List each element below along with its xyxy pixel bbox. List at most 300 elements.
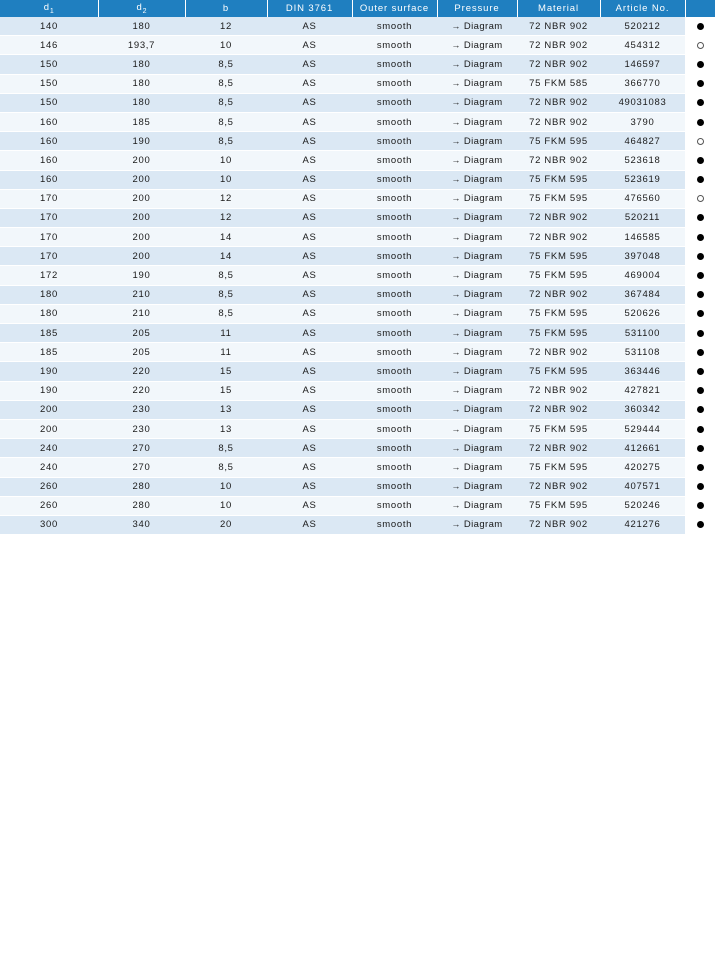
diagram-link[interactable] (451, 232, 502, 243)
cell-din3761: AS (267, 304, 352, 323)
cell-stock-indicator (685, 266, 715, 285)
cell-article-no[interactable]: 367484 (600, 285, 685, 304)
cell-d2: 220 (98, 381, 185, 400)
cell-pressure[interactable] (437, 304, 517, 323)
diagram-link[interactable] (451, 347, 502, 358)
diagram-link-label: Diagram (463, 193, 503, 205)
cell-b: 8,5 (185, 304, 267, 323)
cell-article-no[interactable]: 523619 (600, 170, 685, 189)
cell-pressure[interactable] (437, 74, 517, 93)
cell-d2: 180 (98, 55, 185, 74)
diagram-link[interactable] (451, 117, 502, 128)
cell-din3761: AS (267, 228, 352, 247)
cell-din3761: AS (267, 458, 352, 477)
table-row (0, 36, 715, 55)
cell-d2: 200 (98, 151, 185, 170)
circle-filled-icon (697, 61, 704, 68)
cell-d1: 170 (0, 189, 98, 208)
cell-d2: 270 (98, 439, 185, 458)
cell-d1: 200 (0, 400, 98, 419)
cell-article-no[interactable]: 520246 (600, 496, 685, 515)
cell-stock-indicator (685, 458, 715, 477)
cell-din3761: AS (267, 400, 352, 419)
cell-article-no[interactable]: 476560 (600, 189, 685, 208)
diagram-link-label: Diagram (463, 404, 503, 416)
cell-material: 75 FKM 595 (517, 170, 600, 189)
cell-din3761: AS (267, 55, 352, 74)
cell-d1: 180 (0, 304, 98, 323)
cell-d2: 210 (98, 285, 185, 304)
cell-b: 15 (185, 381, 267, 400)
cell-article-no[interactable]: 366770 (600, 74, 685, 93)
cell-article-no[interactable]: 397048 (600, 247, 685, 266)
cell-b: 8,5 (185, 439, 267, 458)
cell-pressure[interactable] (437, 400, 517, 419)
circle-outline-icon (697, 42, 704, 49)
diagram-link[interactable] (451, 385, 502, 396)
table-row (0, 112, 715, 131)
diagram-link[interactable] (451, 40, 502, 51)
diagram-link-label: Diagram (463, 97, 503, 109)
circle-outline-icon (697, 138, 704, 145)
cell-d1: 160 (0, 112, 98, 131)
circle-filled-icon (697, 426, 704, 433)
cell-article-no[interactable]: 529444 (600, 419, 685, 438)
table-body (0, 17, 715, 535)
table-row (0, 477, 715, 496)
diagram-link[interactable] (451, 424, 502, 435)
circle-filled-icon (697, 80, 704, 87)
cell-din3761: AS (267, 74, 352, 93)
cell-d1: 146 (0, 36, 98, 55)
cell-material: 72 NBR 902 (517, 208, 600, 227)
cell-article-no[interactable]: 520211 (600, 208, 685, 227)
cell-d2: 280 (98, 496, 185, 515)
table-row (0, 285, 715, 304)
cell-pressure[interactable] (437, 247, 517, 266)
cell-article-no[interactable]: 407571 (600, 477, 685, 496)
cell-outer-surface: smooth (352, 132, 437, 151)
column-header-material: Material (517, 0, 600, 17)
cell-material: 72 NBR 902 (517, 36, 600, 55)
cell-outer-surface: smooth (352, 477, 437, 496)
cell-pressure[interactable] (437, 477, 517, 496)
circle-filled-icon (697, 330, 704, 337)
cell-pressure[interactable] (437, 208, 517, 227)
cell-d1: 185 (0, 343, 98, 362)
cell-pressure[interactable] (437, 132, 517, 151)
cell-b: 8,5 (185, 112, 267, 131)
cell-outer-surface: smooth (352, 362, 437, 381)
cell-d2: 270 (98, 458, 185, 477)
cell-outer-surface: smooth (352, 266, 437, 285)
cell-stock-indicator (685, 381, 715, 400)
cell-d2: 180 (98, 93, 185, 112)
cell-din3761: AS (267, 17, 352, 36)
cell-b: 11 (185, 324, 267, 343)
table-row (0, 343, 715, 362)
cell-material: 75 FKM 595 (517, 189, 600, 208)
diagram-link-label: Diagram (463, 116, 503, 128)
table-row (0, 266, 715, 285)
cell-article-no[interactable]: 469004 (600, 266, 685, 285)
cell-d1: 160 (0, 151, 98, 170)
cell-d1: 190 (0, 381, 98, 400)
cell-article-no[interactable]: 427821 (600, 381, 685, 400)
cell-material: 72 NBR 902 (517, 477, 600, 496)
diagram-link[interactable] (451, 289, 502, 300)
cell-stock-indicator (685, 400, 715, 419)
cell-stock-indicator (685, 17, 715, 36)
diagram-link[interactable] (451, 443, 502, 454)
arrow-right-icon: → (451, 500, 461, 511)
circle-filled-icon (697, 387, 704, 394)
cell-d1: 160 (0, 170, 98, 189)
cell-b: 14 (185, 247, 267, 266)
arrow-right-icon: → (451, 174, 461, 185)
cell-outer-surface: smooth (352, 304, 437, 323)
cell-din3761: AS (267, 381, 352, 400)
circle-filled-icon (697, 291, 704, 298)
diagram-link-label: Diagram (463, 135, 503, 147)
cell-din3761: AS (267, 93, 352, 112)
arrow-right-icon: → (451, 385, 461, 396)
column-header-article-no: Article No. (600, 0, 685, 17)
cell-article-no[interactable]: 520212 (600, 17, 685, 36)
table-row (0, 247, 715, 266)
diagram-link[interactable] (451, 193, 502, 204)
arrow-right-icon: → (451, 231, 461, 242)
cell-d1: 172 (0, 266, 98, 285)
arrow-right-icon: → (451, 404, 461, 415)
diagram-link[interactable] (451, 212, 502, 223)
cell-article-no[interactable]: 360342 (600, 400, 685, 419)
cell-article-no[interactable]: 520626 (600, 304, 685, 323)
cell-d2: 200 (98, 247, 185, 266)
diagram-link-label: Diagram (463, 365, 503, 377)
cell-d2: 340 (98, 515, 185, 534)
cell-material: 72 NBR 902 (517, 515, 600, 534)
diagram-link-label: Diagram (463, 481, 503, 493)
cell-outer-surface: smooth (352, 515, 437, 534)
cell-material: 75 FKM 585 (517, 74, 600, 93)
table-row (0, 151, 715, 170)
table-row (0, 170, 715, 189)
diagram-link-label: Diagram (463, 346, 503, 358)
table-row (0, 324, 715, 343)
cell-d1: 240 (0, 439, 98, 458)
cell-b: 8,5 (185, 74, 267, 93)
diagram-link-label: Diagram (463, 289, 503, 301)
circle-filled-icon (697, 349, 704, 356)
cell-d2: 200 (98, 228, 185, 247)
cell-d1: 240 (0, 458, 98, 477)
diagram-link[interactable] (451, 500, 502, 511)
cell-d2: 180 (98, 17, 185, 36)
cell-pressure[interactable] (437, 496, 517, 515)
cell-din3761: AS (267, 112, 352, 131)
cell-pressure[interactable] (437, 458, 517, 477)
cell-d2: 193,7 (98, 36, 185, 55)
cell-d2: 190 (98, 132, 185, 151)
table-row (0, 419, 715, 438)
diagram-link[interactable] (451, 481, 502, 492)
diagram-link-label: Diagram (463, 461, 503, 473)
cell-article-no[interactable]: 3790 (600, 112, 685, 131)
cell-d1: 150 (0, 93, 98, 112)
circle-filled-icon (697, 253, 704, 260)
cell-b: 10 (185, 496, 267, 515)
table-row (0, 439, 715, 458)
cell-b: 10 (185, 477, 267, 496)
diagram-link[interactable] (451, 59, 502, 70)
cell-d1: 185 (0, 324, 98, 343)
diagram-link-label: Diagram (463, 308, 503, 320)
cell-article-no[interactable]: 49031083 (600, 93, 685, 112)
cell-article-no[interactable]: 363446 (600, 362, 685, 381)
cell-material: 75 FKM 595 (517, 132, 600, 151)
diagram-link-label: Diagram (463, 519, 503, 531)
diagram-link-label: Diagram (463, 231, 503, 243)
cell-b: 12 (185, 208, 267, 227)
cell-outer-surface: smooth (352, 285, 437, 304)
cell-article-no[interactable]: 454312 (600, 36, 685, 55)
arrow-right-icon: → (451, 481, 461, 492)
cell-d1: 150 (0, 74, 98, 93)
table-row (0, 381, 715, 400)
cell-outer-surface: smooth (352, 112, 437, 131)
cell-d2: 230 (98, 419, 185, 438)
cell-d1: 260 (0, 496, 98, 515)
cell-article-no[interactable]: 523618 (600, 151, 685, 170)
circle-filled-icon (697, 272, 704, 279)
cell-din3761: AS (267, 343, 352, 362)
diagram-link[interactable] (451, 270, 502, 281)
cell-article-no[interactable]: 464827 (600, 132, 685, 151)
diagram-link-label: Diagram (463, 327, 503, 339)
cell-pressure[interactable] (437, 17, 517, 36)
table-row (0, 55, 715, 74)
cell-outer-surface: smooth (352, 36, 437, 55)
cell-pressure[interactable] (437, 189, 517, 208)
circle-filled-icon (697, 368, 704, 375)
cell-stock-indicator (685, 228, 715, 247)
cell-outer-surface: smooth (352, 208, 437, 227)
cell-outer-surface: smooth (352, 400, 437, 419)
table-row (0, 93, 715, 112)
cell-material: 72 NBR 902 (517, 343, 600, 362)
cell-material: 75 FKM 595 (517, 419, 600, 438)
table-header (0, 0, 715, 17)
arrow-right-icon: → (451, 97, 461, 108)
circle-filled-icon (697, 99, 704, 106)
cell-d1: 190 (0, 362, 98, 381)
cell-material: 72 NBR 902 (517, 151, 600, 170)
column-header-d2 (98, 0, 185, 17)
cell-article-no[interactable]: 146585 (600, 228, 685, 247)
cell-pressure[interactable] (437, 285, 517, 304)
cell-stock-indicator (685, 208, 715, 227)
cell-d2: 230 (98, 400, 185, 419)
cell-b: 15 (185, 362, 267, 381)
diagram-link[interactable] (451, 328, 502, 339)
cell-article-no[interactable]: 146597 (600, 55, 685, 74)
diagram-link[interactable] (451, 462, 502, 473)
cell-outer-surface: smooth (352, 17, 437, 36)
diagram-link[interactable] (451, 78, 502, 89)
column-header-d2-subscript: 2 (142, 7, 147, 15)
arrow-right-icon: → (451, 78, 461, 89)
diagram-link-label: Diagram (463, 78, 503, 90)
cell-pressure[interactable] (437, 266, 517, 285)
diagram-link[interactable] (451, 97, 502, 108)
cell-b: 8,5 (185, 458, 267, 477)
column-header-pressure: Pressure (437, 0, 517, 17)
cell-article-no[interactable]: 531100 (600, 324, 685, 343)
cell-pressure[interactable] (437, 228, 517, 247)
cell-din3761: AS (267, 419, 352, 438)
diagram-link-label: Diagram (463, 174, 503, 186)
cell-pressure[interactable] (437, 515, 517, 534)
arrow-right-icon: → (451, 212, 461, 223)
cell-pressure[interactable] (437, 419, 517, 438)
diagram-link-label: Diagram (463, 212, 503, 224)
cell-pressure[interactable] (437, 324, 517, 343)
cell-d1: 260 (0, 477, 98, 496)
diagram-link[interactable] (451, 366, 502, 377)
cell-article-no[interactable]: 412661 (600, 439, 685, 458)
cell-d1: 180 (0, 285, 98, 304)
cell-d2: 190 (98, 266, 185, 285)
circle-filled-icon (697, 176, 704, 183)
circle-filled-icon (697, 445, 704, 452)
cell-pressure[interactable] (437, 170, 517, 189)
table-row (0, 458, 715, 477)
cell-d2: 280 (98, 477, 185, 496)
cell-article-no[interactable]: 531108 (600, 343, 685, 362)
cell-d2: 200 (98, 170, 185, 189)
arrow-right-icon: → (451, 423, 461, 434)
circle-filled-icon (697, 406, 704, 413)
cell-pressure[interactable] (437, 362, 517, 381)
column-header-stock (685, 0, 715, 17)
table-row (0, 362, 715, 381)
diagram-link-label: Diagram (463, 500, 503, 512)
cell-d1: 300 (0, 515, 98, 534)
cell-stock-indicator (685, 515, 715, 534)
cell-article-no[interactable]: 421276 (600, 515, 685, 534)
table-row (0, 228, 715, 247)
diagram-link-label: Diagram (463, 385, 503, 397)
cell-b: 8,5 (185, 132, 267, 151)
cell-stock-indicator (685, 362, 715, 381)
cell-pressure[interactable] (437, 112, 517, 131)
cell-outer-surface: smooth (352, 55, 437, 74)
diagram-link[interactable] (451, 404, 502, 415)
cell-din3761: AS (267, 189, 352, 208)
cell-stock-indicator (685, 419, 715, 438)
cell-material: 75 FKM 595 (517, 324, 600, 343)
cell-material: 72 NBR 902 (517, 17, 600, 36)
circle-filled-icon (697, 119, 704, 126)
cell-din3761: AS (267, 362, 352, 381)
cell-b: 10 (185, 170, 267, 189)
diagram-link[interactable] (451, 174, 502, 185)
column-header-outer-surface: Outer surface (352, 0, 437, 17)
cell-d1: 140 (0, 17, 98, 36)
cell-material: 72 NBR 902 (517, 93, 600, 112)
table-row (0, 515, 715, 534)
cell-outer-surface: smooth (352, 74, 437, 93)
cell-stock-indicator (685, 439, 715, 458)
cell-stock-indicator (685, 151, 715, 170)
cell-stock-indicator (685, 74, 715, 93)
diagram-link[interactable] (451, 251, 502, 262)
cell-pressure[interactable] (437, 439, 517, 458)
cell-article-no[interactable]: 420275 (600, 458, 685, 477)
cell-stock-indicator (685, 247, 715, 266)
cell-stock-indicator (685, 112, 715, 131)
cell-stock-indicator (685, 324, 715, 343)
cell-pressure[interactable] (437, 36, 517, 55)
cell-d1: 160 (0, 132, 98, 151)
cell-din3761: AS (267, 324, 352, 343)
cell-d1: 170 (0, 228, 98, 247)
cell-din3761: AS (267, 285, 352, 304)
cell-stock-indicator (685, 343, 715, 362)
cell-material: 75 FKM 595 (517, 496, 600, 515)
diagram-link-label: Diagram (463, 154, 503, 166)
cell-stock-indicator (685, 285, 715, 304)
cell-material: 75 FKM 595 (517, 266, 600, 285)
cell-material: 75 FKM 595 (517, 247, 600, 266)
cell-pressure[interactable] (437, 55, 517, 74)
cell-material: 72 NBR 902 (517, 285, 600, 304)
diagram-link-label: Diagram (463, 442, 503, 454)
cell-pressure[interactable] (437, 151, 517, 170)
cell-din3761: AS (267, 208, 352, 227)
circle-filled-icon (697, 234, 704, 241)
cell-outer-surface: smooth (352, 189, 437, 208)
diagram-link[interactable] (451, 308, 502, 319)
circle-filled-icon (697, 483, 704, 490)
cell-material: 72 NBR 902 (517, 55, 600, 74)
arrow-right-icon: → (451, 58, 461, 69)
cell-b: 12 (185, 189, 267, 208)
arrow-right-icon: → (451, 116, 461, 127)
cell-din3761: AS (267, 266, 352, 285)
diagram-link[interactable] (451, 136, 502, 147)
diagram-link[interactable] (451, 155, 502, 166)
cell-d1: 170 (0, 208, 98, 227)
cell-outer-surface: smooth (352, 247, 437, 266)
cell-pressure[interactable] (437, 93, 517, 112)
cell-d2: 205 (98, 324, 185, 343)
cell-stock-indicator (685, 477, 715, 496)
cell-d2: 205 (98, 343, 185, 362)
diagram-link-label: Diagram (463, 39, 503, 51)
cell-pressure[interactable] (437, 343, 517, 362)
cell-pressure[interactable] (437, 381, 517, 400)
cell-din3761: AS (267, 151, 352, 170)
cell-d2: 185 (98, 112, 185, 131)
diagram-link[interactable] (451, 21, 502, 32)
table-row (0, 74, 715, 93)
cell-stock-indicator (685, 304, 715, 323)
arrow-right-icon: → (451, 327, 461, 338)
table-header-row (0, 0, 715, 17)
diagram-link[interactable] (451, 519, 502, 530)
